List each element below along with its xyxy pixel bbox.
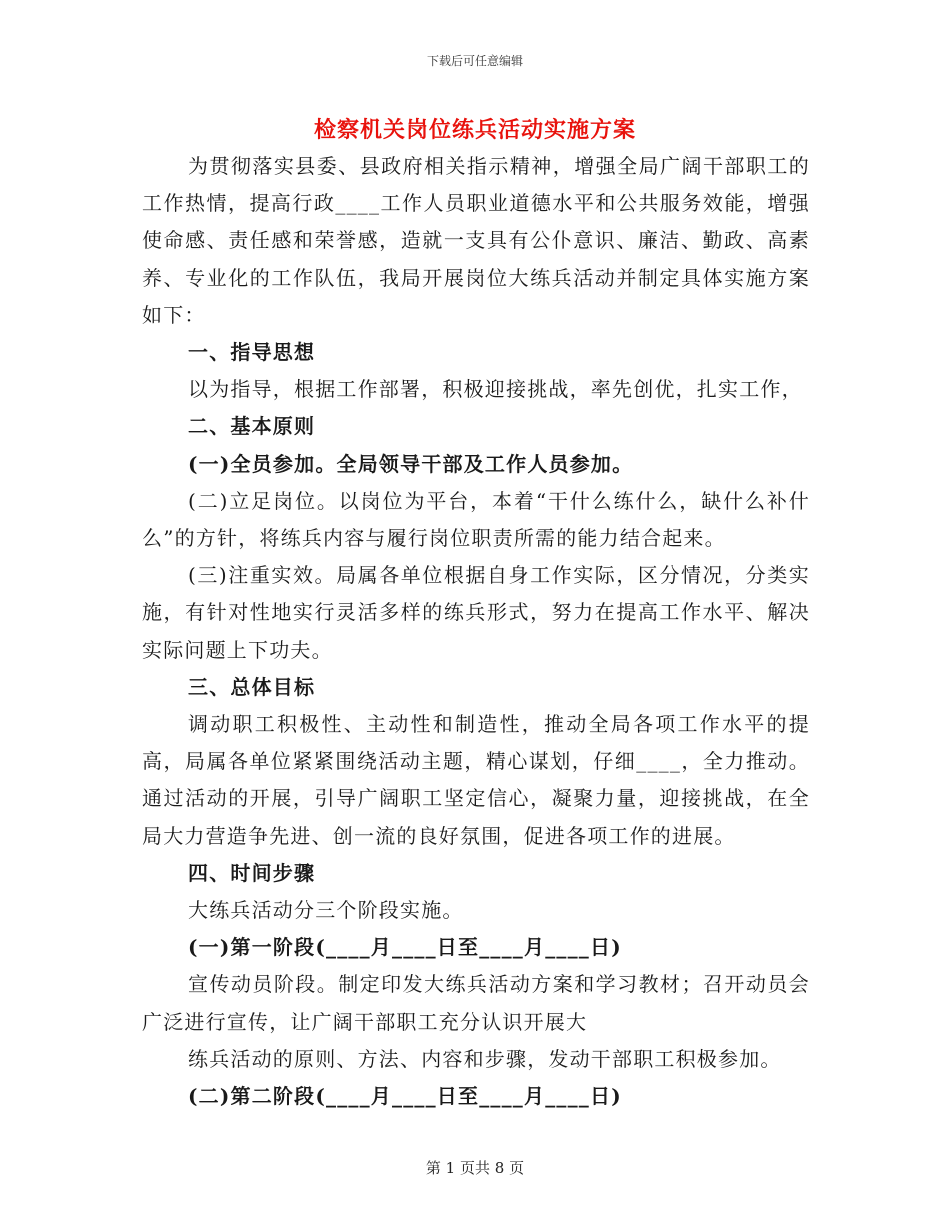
intro-paragraph: 为贯彻落实县委、县政府相关指示精神，增强全局广阔干部职工的工作热情，提高行政____工作人员职业道德水平和公共服务效能，增强使命感、责任感和荣誉感，造就一支具有公仆意识、廉洁、勤政、高素养、专业化的工作队伍，我局开展岗位大练兵活动并制定具体实施方案如下： <box>142 154 810 327</box>
page-header: 下载后可任意编辑 <box>426 54 523 68</box>
stage-two-heading: (二)第二阶段(____月____日至____月____日) <box>188 1084 622 1109</box>
principle-based-on-post: (二)立足岗位。以岗位为平台，本着“干什么练什么，缺什么补什么”的方针，将练兵内容与履行岗位职责所需的能力结合起来。 <box>142 488 810 551</box>
paragraph-stage-one-b: 练兵活动的原则、方法、内容和步骤，发动干部职工积极参加。 <box>188 1046 782 1071</box>
section-heading-basic-principles: 二、基本原则 <box>188 414 316 439</box>
section-heading-overall-goal: 三、总体目标 <box>188 674 316 699</box>
paragraph-guiding-ideology: 以为指导，根据工作部署，积极迎接挑战，率先创优，扎实工作， <box>188 377 803 402</box>
section-heading-time-steps: 四、时间步骤 <box>188 860 316 885</box>
paragraph-overall-goal: 调动职工积极性、主动性和制造性，推动全局各项工作水平的提高，局属各单位紧紧围绕活动主题，精心谋划，仔细____，全力推动。通过活动的开展，引导广阔职工坚定信心，凝聚力量，迎接挑战，在全局大力营造争先进、创一流的良好氛围，促进各项工作的进展。 <box>142 712 810 848</box>
paragraph-stage-one-a: 宣传动员阶段。制定印发大练兵活动方案和学习教材；召开动员会广泛进行宣传，让广阔干部职工充分认识开展大 <box>142 972 810 1034</box>
section-heading-guiding-ideology: 一、指导思想 <box>188 340 316 365</box>
document-title: 检察机关岗位练兵活动实施方案 <box>313 117 636 143</box>
principle-full-participation: (一)全员参加。全局领导干部及工作人员参加。 <box>188 451 634 476</box>
stage-one-heading: (一)第一阶段(____月____日至____月____日) <box>188 935 622 960</box>
page-footer: 第 1 页共 8 页 <box>425 1159 525 1177</box>
principle-focus-effectiveness: (三)注重实效。局属各单位根据自身工作实际，区分情况，分类实施，有针对性地实行灵活多样的练兵形式，努力在提高工作水平、解决实际问题上下功夫。 <box>142 563 810 662</box>
paragraph-three-stages: 大练兵活动分三个阶段实施。 <box>188 898 464 923</box>
document-body <box>142 148 810 1115</box>
